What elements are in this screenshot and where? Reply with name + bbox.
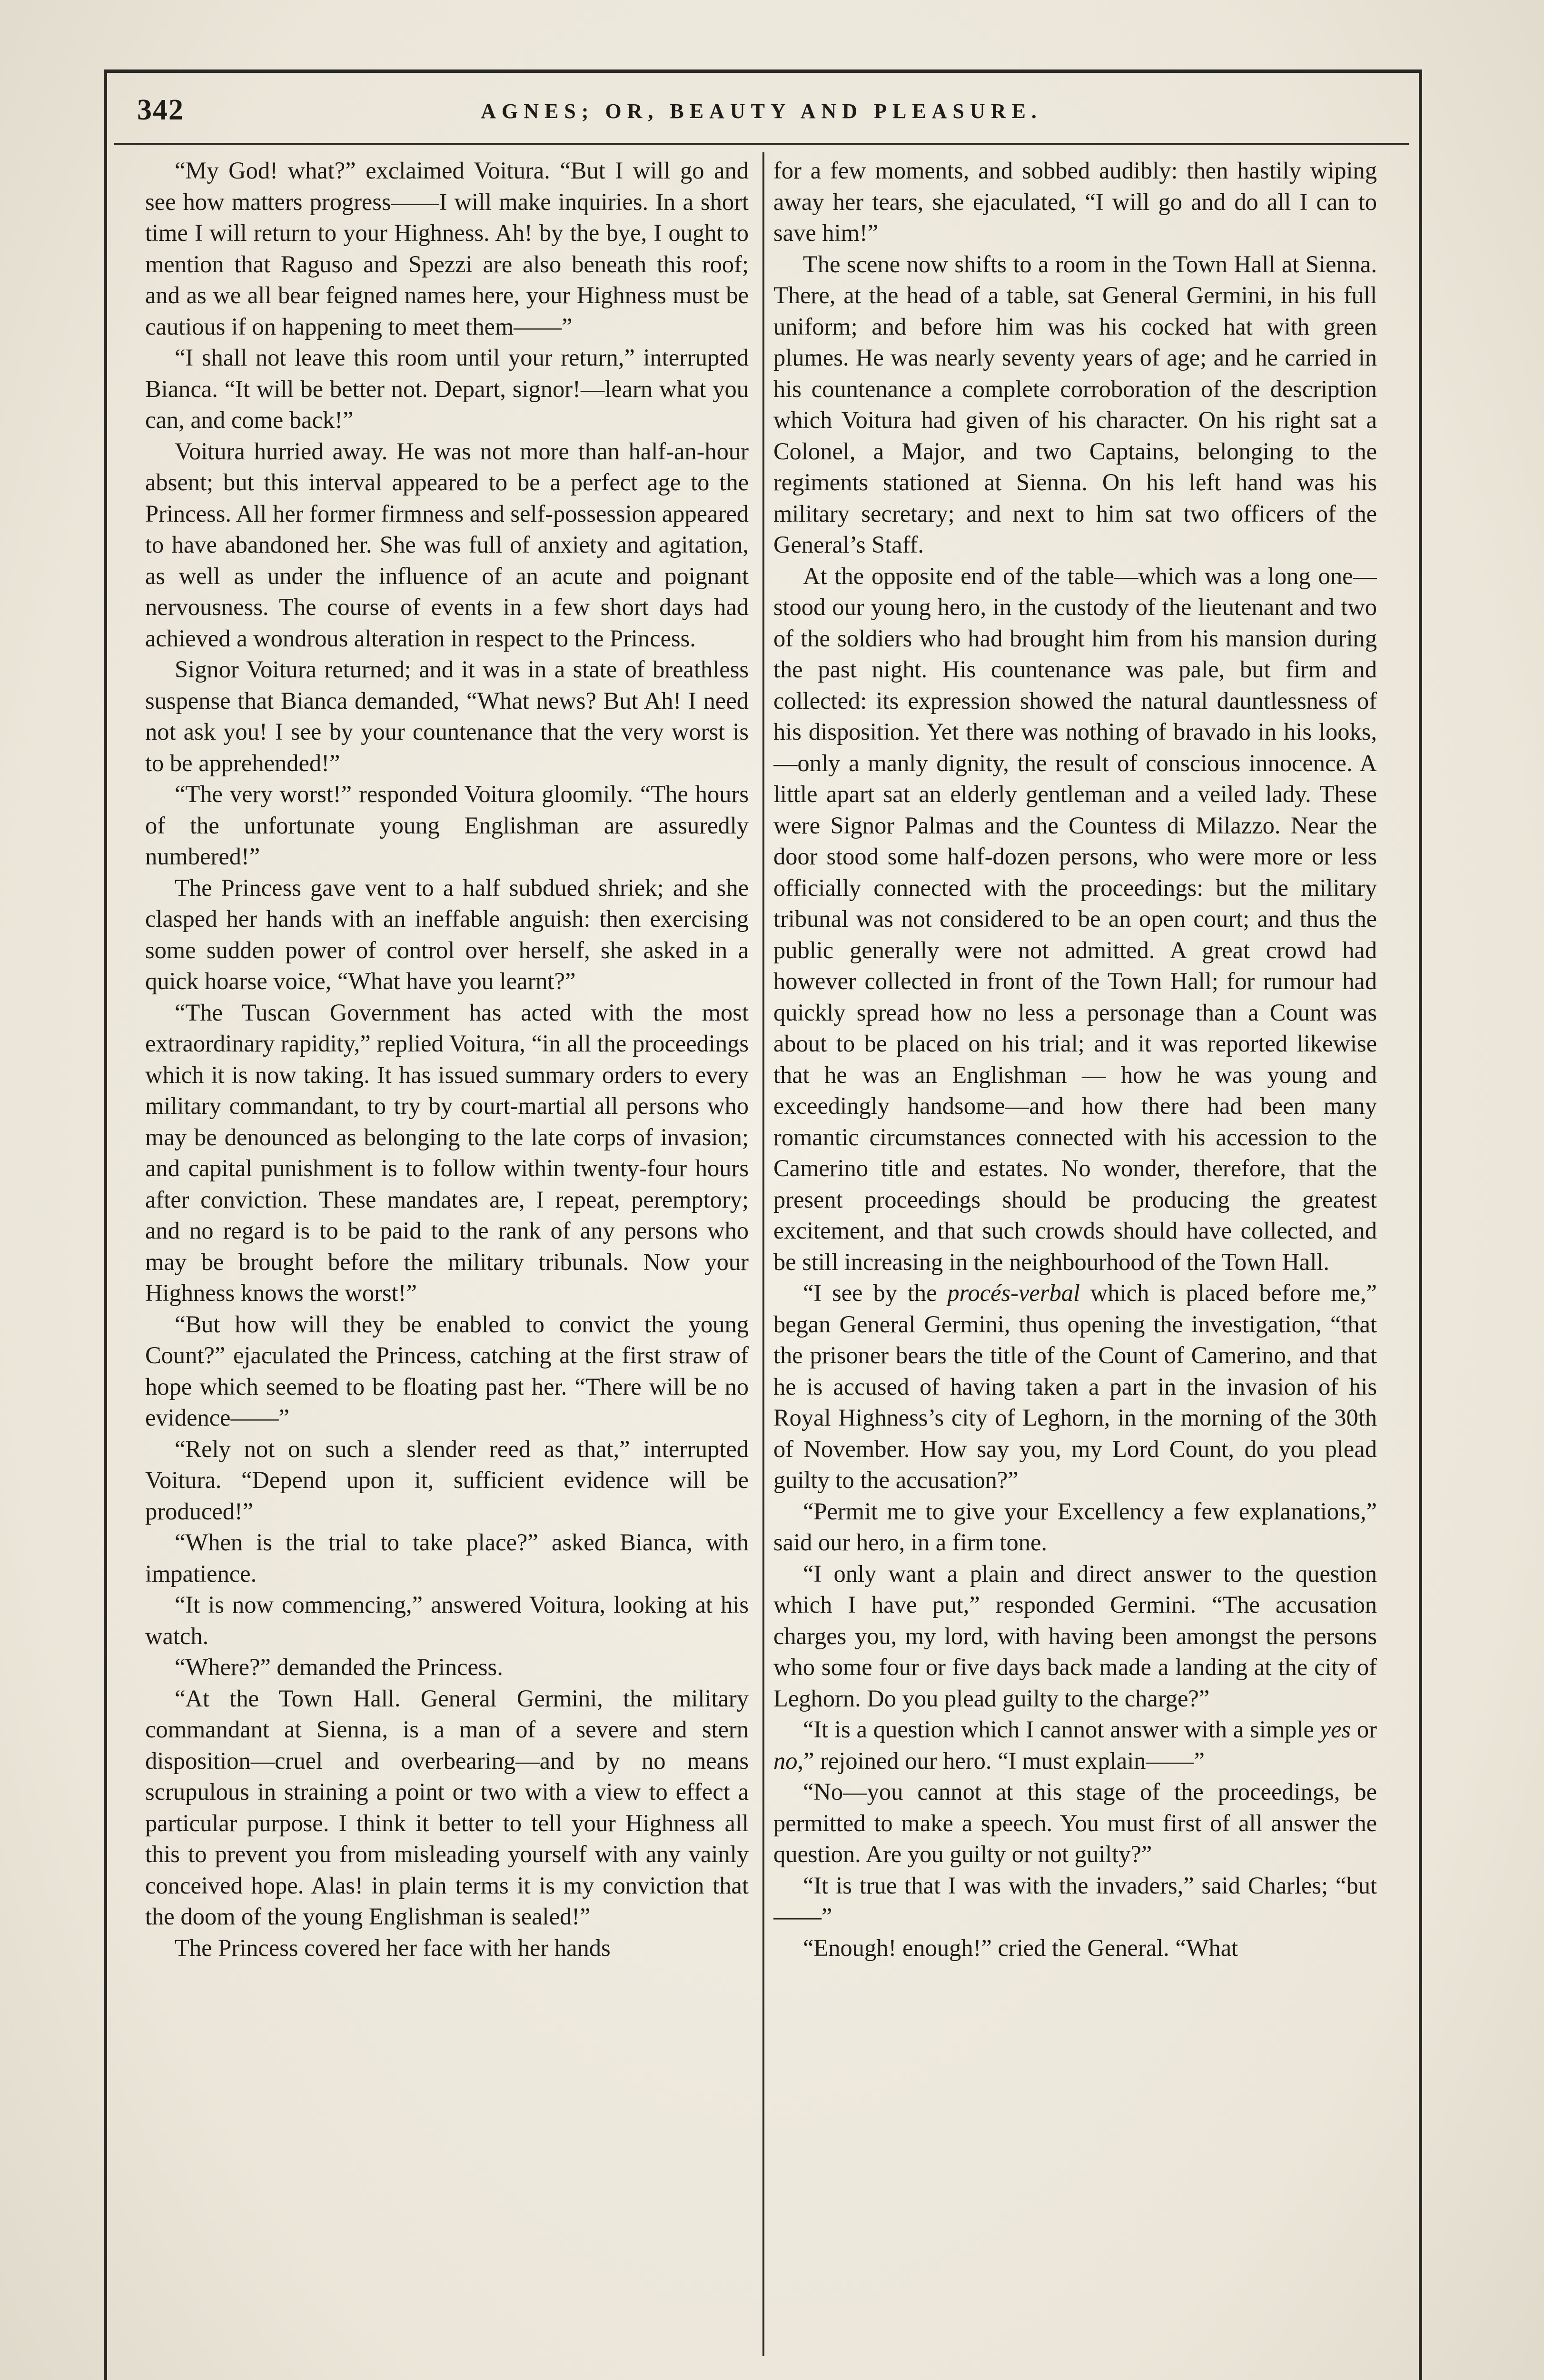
paragraph: The Princess gave vent to a half subdued shriek; and she clasped her hands with an ineffable anguish: then exercising some sudden power of control over herself, she asked in a quick hoarse voice, “What have you learnt?” [145,874,749,994]
paragraph [773,1278,1377,1496]
text-run: “I see by the [803,1279,948,1306]
italic-term: yes [1320,1716,1351,1743]
paragraph: Signor Voitura returned; and it was in a state of breathless suspense that Bianca demanded, “What news? But Ah! I need not ask you! I see by your countenance that the very worst is to be apprehended!” [145,656,749,776]
text-run: or [1351,1716,1377,1743]
paragraph: The Princess covered her face with her hands [175,1934,611,1961]
paragraph: “Where?” demanded the Princess. [175,1654,503,1680]
text-run: ,” rejoined our hero. “I must explain——” [797,1747,1205,1774]
paragraph: “I only want a plain and direct answer to the question which I have put,” responded Germini. “The accusation charges you, my lord, with having been amongst the persons who some four or five days back made a landing at the city of Leghorn. Do you plead guilty to the charge?” [773,1560,1377,1712]
running-title: AGNES; OR, BEAUTY AND PLEASURE. [481,99,1042,123]
text-run: which is placed before me,” began General Germini, thus opening the investigation, “that the prisoner bears the title of the Count of Camerino, and that he is accused of having taken a part in the invasion of his Royal Highness’s city of Leghorn, in the morning of the 30th of November. How say you, my Lord Count, do you plead guilty to the accusation?” [773,1279,1377,1493]
paragraph: “At the Town Hall. General Germini, the military commandant at Sienna, is a man of a severe and stern disposition—cruel and overbearing—and by no means scrupulous in straining a point or two with a view to effect a particular purpose. I think it better to tell your Highness all this to prevent you from misleading yourself with any vainly conceived hope. Alas! in plain terms it is my conviction that the doom of the young Englishman is sealed!” [145,1685,749,1930]
paragraph: for a few moments, and sobbed audibly: then hastily wiping away her tears, she ejaculated, “I will go and do all I can to save him!” [773,157,1377,246]
paragraph: “The Tuscan Government has acted with the most extraordinary rapidity,” replied Voitura, “in all the proceedings which it is now taking. It has issued summary orders to every military commandant, to try by court-martial all persons who may be denounced as belonging to the late corps of invasion; and capital punishment is to follow within twenty-four hours after conviction. These mandates are, I repeat, peremptory; and no regard is to be paid to the rank of any persons who may be brought before the military tribunals. Now your Highness knows the worst!” [145,999,749,1306]
text-run: “It is a question which I cannot answer with a simple [803,1716,1320,1743]
page-number: 342 [137,94,184,126]
paragraph: The scene now shifts to a room in the Town Hall at Sienna. There, at the head of a table, sat General Germini, in his full uniform; and before him was his cocked hat with green plumes. He was nearly seventy years of age; and he carried in his countenance a complete corroboration of the description which Voitura had given of his character. On his right sat a Colonel, a Major, and two Captains, belonging to the regiments stationed at Sienna. On his left hand was his military secretary; and next to him sat two officers of the General’s Staff. [773,250,1377,558]
paragraph: “It is true that I was with the invaders,” said Charles; “but——” [773,1872,1377,1930]
italic-term: procés-verbal [947,1279,1080,1306]
header-rule [114,143,1409,145]
paragraph: “My God! what?” exclaimed Voitura. “But I will go and see how matters progress——I will make inquiries. In a short time I will return to your Highness. Ah! by the bye, I ought to mention that Raguso and Spezzi are also beneath this roof; and as we all bear feigned names here, your Highness must be cautious if on happening to meet them——” [145,157,749,340]
left-column [145,155,749,2364]
paragraph: “Permit me to give your Excellency a few explanations,” said our hero, in a firm tone. [773,1497,1377,1556]
column-divider [762,152,764,2356]
paragraph: “Enough! enough!” cried the General. “What [803,1934,1238,1961]
paragraph: “When is the trial to take place?” asked Bianca, with impatience. [145,1529,749,1587]
right-column [773,155,1377,2364]
paragraph: “Rely not on such a slender reed as that,” interrupted Voitura. “Depend upon it, sufficient evidence will be produced!” [145,1435,749,1525]
paragraph: At the opposite end of the table—which was a long one—stood our young hero, in the custody of the lieutenant and two of the soldiers who had brought him from his mansion during the past night. His countenance was pale, but firm and collected: its expression showed the natural dauntlessness of his disposition. Yet there was nothing of bravado in his looks,—only a manly dignity, the result of conscious innocence. A little apart sat an elderly gentleman and a veiled lady. These were Signor Palmas and the Countess di Milazzo. Near the door stood some half-dozen persons, who were more or less officially connected with the proceedings: but the military tribunal was not considered to be an open court; and thus the public generally were not admitted. A great crowd had however collected in front of the Town Hall; for rumour had quickly spread how no less a personage than a Count was about to be placed on his trial; and it was reported likewise that he was an Englishman — how he was young and exceedingly handsome—and how there had been many romantic circumstances connected with his accession to the Camerino title and estates. No wonder, therefore, that the present proceedings should be producing the greatest excitement, and that such crowds should have collected, and be still increasing in the neighbourhood of the Town Hall. [773,562,1377,1275]
italic-term: no [773,1747,798,1774]
paragraph: “I shall not leave this room until your return,” interrupted Bianca. “It will be better not. Depart, signor!—learn what you can, and come back!” [145,344,749,433]
paragraph [773,1714,1377,1776]
paragraph: “But how will they be enabled to convict the young Count?” ejaculated the Princess, catching at the first straw of hope which seemed to be floating past her. “There will be no evidence——” [145,1310,749,1431]
paragraph: “It is now commencing,” answered Voitura, looking at his watch. [145,1591,749,1649]
paragraph: “The very worst!” responded Voitura gloomily. “The hours of the unfortunate young Englishman are assuredly numbered!” [145,781,749,870]
paragraph: Voitura hurried away. He was not more than half-an-hour absent; but this interval appeared to be a perfect age to the Princess. All her former firmness and self-possession appeared to have abandoned her. She was full of anxiety and agitation, as well as under the influence of an acute and poignant nervousness. The course of events in a few short days had achieved a wondrous alteration in respect to the Princess. [145,437,749,652]
paragraph: “No—you cannot at this stage of the proceedings, be permitted to make a speech. You must first of all answer the question. Are you guilty or not guilty?” [773,1778,1377,1867]
page-header [114,90,1409,133]
